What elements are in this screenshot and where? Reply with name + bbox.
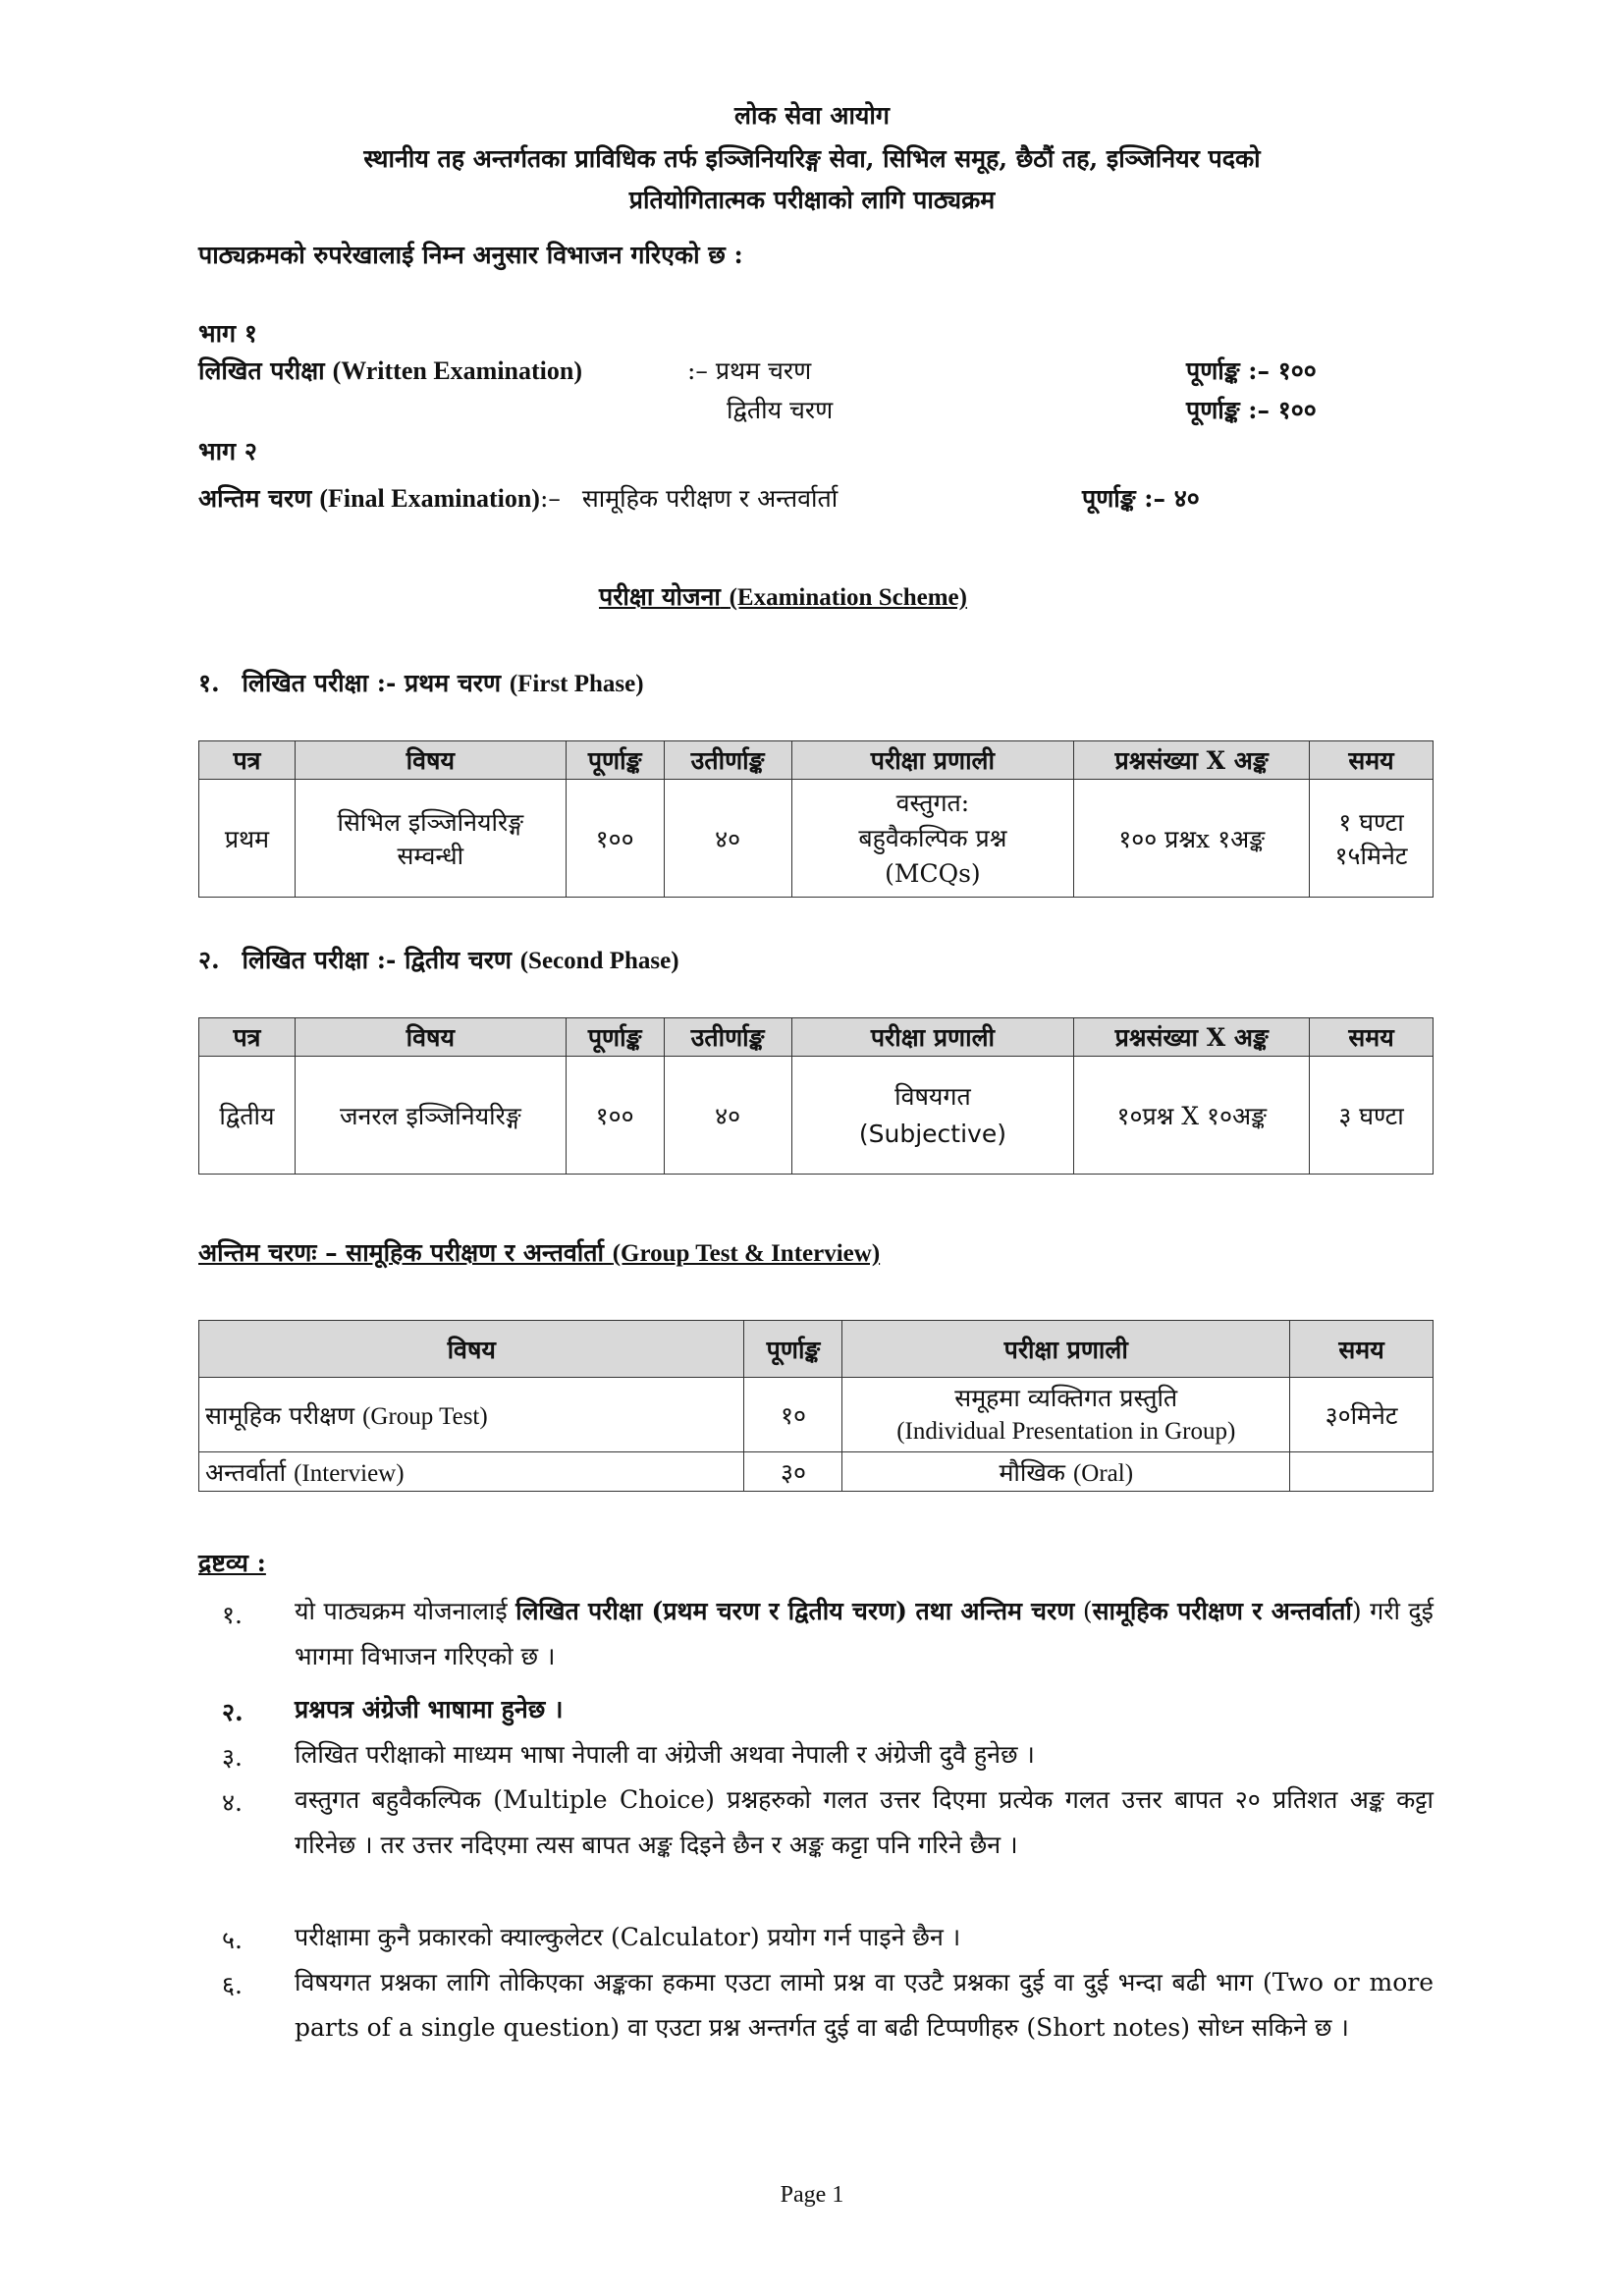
cell-exam-method: वस्तुगत: बहुवैकल्पिक प्रश्न (MCQs) [791, 780, 1074, 898]
col-subject: विषय [199, 1321, 744, 1378]
part2-label: भाग २ [198, 437, 257, 465]
col-full-marks: पूर्णाङ्क [566, 741, 664, 780]
cell-pass-marks: ४० [664, 780, 791, 898]
col-pass-marks: उतीर्णाङ्क [664, 1018, 791, 1057]
cell-exam-method: विषयगत (Subjective) [791, 1057, 1074, 1175]
cell-time: ३०मिनेट [1290, 1378, 1434, 1452]
first-phase-table [198, 740, 1434, 898]
col-pass-marks: उतीर्णाङ्क [664, 741, 791, 780]
cell-paper: प्रथम [199, 780, 296, 898]
cell-subject: जनरल इञ्जिनियरिङ्ग [295, 1057, 566, 1175]
table-header-row [199, 1018, 1434, 1057]
table-row [199, 1378, 1434, 1452]
cell-subject: सामूहिक परीक्षण (Group Test) [199, 1378, 744, 1452]
col-subject: विषय [295, 1018, 566, 1057]
col-questions-marks: प्रश्नसंख्या X अङ्क [1074, 741, 1310, 780]
org-title: लोक सेवा आयोग [734, 101, 890, 130]
cell-subject: सिभिल इञ्जिनियरिङ्ग सम्वन्धी [295, 780, 566, 898]
col-exam-method: परीक्षा प्रणाली [842, 1321, 1290, 1378]
note-number: १. [222, 1601, 243, 1629]
table-header-row [199, 1321, 1434, 1378]
cell-full-marks: १० [744, 1378, 842, 1452]
col-full-marks: पूर्णाङ्क [566, 1018, 664, 1057]
col-questions-marks: प्रश्नसंख्या X अङ्क [1074, 1018, 1310, 1057]
final-exam-line: अन्तिम चरण (Final Examination):– सामूहिक परीक्षण र अन्तर्वार्ता [198, 484, 839, 513]
final-table [198, 1320, 1434, 1492]
document-subtitle-2: प्रतियोगितात्मक परीक्षाको लागि पाठ्यक्रम [628, 186, 996, 214]
note-item: वस्तुगत बहुवैकल्पिक (Multiple Choice) प्रश्नहरुको गलत उत्तर दिएमा प्रत्येक गलत उत्तर बापत २० प्रतिशत अङ्क कट्टा गरिनेछ । तर उत्तर नदिएमा त्यस बापत अङ्क दिइने छैन र अङ्क कट्टा पनि गरिने छैन । [295, 1785, 1434, 1859]
page-number: Page 1 [780, 2182, 844, 2208]
first-phase-label: :– प्रथम चरण [687, 356, 812, 385]
second-phase-label: द्वितीय चरण [727, 396, 834, 424]
note-item: प्रश्नपत्र अंग्रेजी भाषामा हुनेछ । [295, 1695, 564, 1723]
section2-heading: २. लिखित परीक्षा :- द्वितीय चरण (Second Phase) [198, 946, 679, 974]
intro-text: पाठ्यक्रमको रुपरेखालाई निम्न अनुसार विभाजन गरिएको छ : [198, 241, 743, 269]
cell-questions-marks: १०० प्रश्नx १अङ्क [1074, 780, 1310, 898]
cell-time: ३ घण्टा [1310, 1057, 1434, 1175]
written-exam-label: लिखित परीक्षा (Written Examination) [198, 356, 583, 385]
table-row [199, 1057, 1434, 1175]
full-marks-1: पूर्णाङ्क :– १०० [1186, 356, 1317, 385]
col-exam-method: परीक्षा प्रणाली [791, 1018, 1074, 1057]
note-number: ३. [222, 1743, 243, 1772]
cell-full-marks: १०० [566, 780, 664, 898]
cell-exam-method: समूहमा व्यक्तिगत प्रस्तुति (Individual Presentation in Group) [842, 1378, 1290, 1452]
cell-exam-method: मौखिक (Oral) [842, 1452, 1290, 1492]
note-item: लिखित परीक्षाको माध्यम भाषा नेपाली वा अंग्रेजी अथवा नेपाली र अंग्रेजी दुवै हुनेछ । [295, 1740, 1035, 1769]
note-item: यो पाठ्यक्रम योजनालाई लिखित परीक्षा (प्रथम चरण र द्वितीय चरण) तथा अन्तिम चरण (सामूहिक परीक्षण र अन्तर्वार्ता) गरी दुई भागमा विभाजन गरिएको छ । [295, 1597, 1434, 1670]
section1-heading: १. लिखित परीक्षा :- प्रथम चरण (First Phase) [198, 669, 644, 697]
note-number: २. [222, 1698, 244, 1726]
note-number: ६. [222, 1971, 243, 1999]
col-subject: विषय [295, 741, 566, 780]
cell-pass-marks: ४० [664, 1057, 791, 1175]
final-full-marks: पूर्णाङ्क :– ४० [1082, 484, 1200, 513]
note-item: परीक्षामा कुनै प्रकारको क्याल्कुलेटर (Calculator) प्रयोग गर्न पाइने छैन । [295, 1923, 961, 1951]
scheme-title: परीक्षा योजना (Examination Scheme) [599, 582, 967, 611]
table-row [199, 780, 1434, 898]
notes-title: द्रष्टव्य : [198, 1549, 266, 1577]
table-header-row [199, 741, 1434, 780]
cell-paper: द्वितीय [199, 1057, 296, 1175]
col-paper: पत्र [199, 741, 296, 780]
table-row [199, 1452, 1434, 1492]
full-marks-2: पूर्णाङ्क :– १०० [1186, 396, 1317, 424]
col-time: समय [1310, 1018, 1434, 1057]
col-time: समय [1290, 1321, 1434, 1378]
final-section-heading: अन्तिम चरणः – सामूहिक परीक्षण र अन्तर्वार्ता (Group Test & Interview) [198, 1238, 881, 1267]
note-number: ४. [222, 1788, 243, 1817]
cell-questions-marks: १०प्रश्न X १०अङ्क [1074, 1057, 1310, 1175]
cell-subject: अन्तर्वार्ता (Interview) [199, 1452, 744, 1492]
cell-time: १ घण्टा १५मिनेट [1310, 780, 1434, 898]
cell-full-marks: १०० [566, 1057, 664, 1175]
col-time: समय [1310, 741, 1434, 780]
cell-time [1290, 1452, 1434, 1492]
note-item: विषयगत प्रश्नका लागि तोकिएका अङ्कका हकमा एउटा लामो प्रश्न वा एउटै प्रश्नका दुई वा दुई भन्दा बढी भाग (Two or more parts of a single question) वा एउटा प्रश्न अन्तर्गत दुई वा बढी टिप्पणीहरु (Short notes) सोध्न सकिने छ । [295, 1968, 1434, 2042]
cell-full-marks: ३० [744, 1452, 842, 1492]
col-full-marks: पूर्णाङ्क [744, 1321, 842, 1378]
document-subtitle: स्थानीय तह अन्तर्गतका प्राविधिक तर्फ इञ्जिनियरिङ्ग सेवा, सिभिल समूह, छैठौं तह, इञ्जिनियर पदको [363, 144, 1261, 173]
note-number: ५. [222, 1926, 243, 1954]
part1-label: भाग १ [198, 319, 257, 348]
col-paper: पत्र [199, 1018, 296, 1057]
second-phase-table [198, 1017, 1434, 1175]
col-exam-method: परीक्षा प्रणाली [791, 741, 1074, 780]
